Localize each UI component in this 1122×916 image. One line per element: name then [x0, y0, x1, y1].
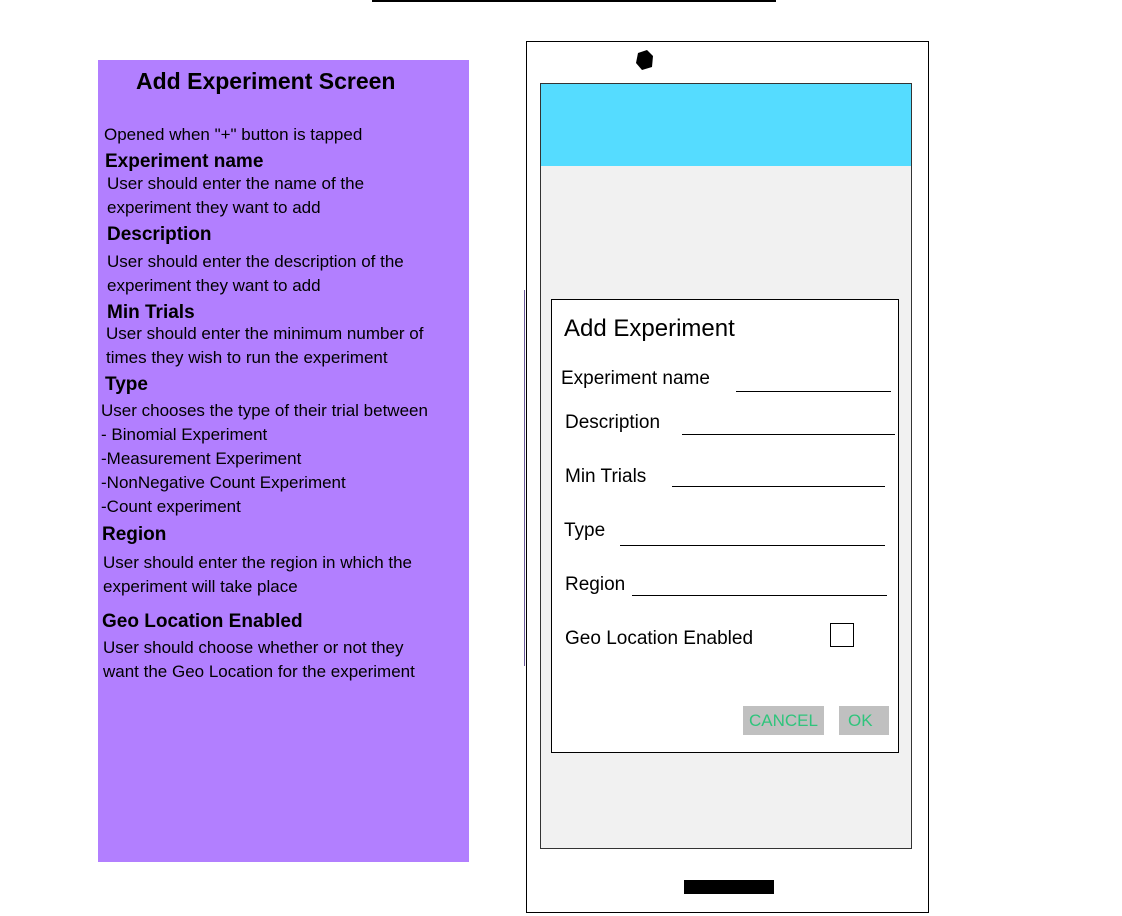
ok-button[interactable]: OK: [839, 706, 889, 735]
annotation-text: experiment they want to add: [107, 198, 321, 217]
annotation-text: want the Geo Location for the experiment: [103, 662, 415, 681]
annotation-heading-region: Region: [102, 524, 167, 545]
annotation-text: User chooses the type of their trial between: [101, 401, 428, 420]
annotation-heading-geo-location: Geo Location Enabled: [102, 611, 303, 632]
cancel-button[interactable]: CANCEL: [743, 706, 824, 735]
min-trials-label: Min Trials: [565, 466, 647, 487]
annotation-text: -NonNegative Count Experiment: [101, 473, 346, 492]
connector-line: [524, 290, 525, 666]
type-label: Type: [564, 520, 606, 541]
annotation-text: User should enter the region in which the: [103, 553, 413, 572]
annotation-heading-type: Type: [105, 374, 148, 395]
annotation-title: Add Experiment Screen: [136, 68, 396, 94]
annotation-text: User should enter the description of the: [107, 252, 404, 271]
annotation-panel: [98, 60, 469, 862]
region-input[interactable]: [632, 595, 887, 596]
geo-location-checkbox[interactable]: [830, 623, 854, 647]
dialog-title: Add Experiment: [564, 315, 735, 342]
camera-icon: [635, 50, 655, 72]
app-bar: [541, 84, 911, 166]
annotation-intro: Opened when "+" button is tapped: [104, 125, 363, 144]
min-trials-input[interactable]: [672, 486, 885, 487]
annotation-text: experiment will take place: [103, 577, 298, 596]
annotation-text: -Measurement Experiment: [101, 449, 302, 468]
annotation-heading-experiment-name: Experiment name: [105, 151, 264, 172]
annotation-text: User should enter the minimum number of: [106, 324, 424, 343]
annotation-text: times they wish to run the experiment: [106, 348, 388, 367]
annotation-text: User should choose whether or not they: [103, 638, 404, 657]
region-label: Region: [565, 574, 626, 595]
annotation-heading-description: Description: [107, 224, 212, 245]
description-label: Description: [565, 412, 661, 433]
geo-location-label: Geo Location Enabled: [565, 628, 754, 649]
annotation-heading-min-trials: Min Trials: [107, 302, 195, 323]
type-input[interactable]: [620, 545, 885, 546]
description-input[interactable]: [682, 434, 895, 435]
annotation-text: - Binomial Experiment: [101, 425, 268, 444]
top-divider-line: [372, 0, 776, 2]
experiment-name-input[interactable]: [736, 391, 891, 392]
annotation-text: User should enter the name of the: [107, 174, 365, 193]
annotation-text: -Count experiment: [101, 497, 241, 516]
annotation-text: experiment they want to add: [107, 276, 321, 295]
home-indicator: [684, 880, 774, 894]
experiment-name-label: Experiment name: [561, 368, 710, 389]
